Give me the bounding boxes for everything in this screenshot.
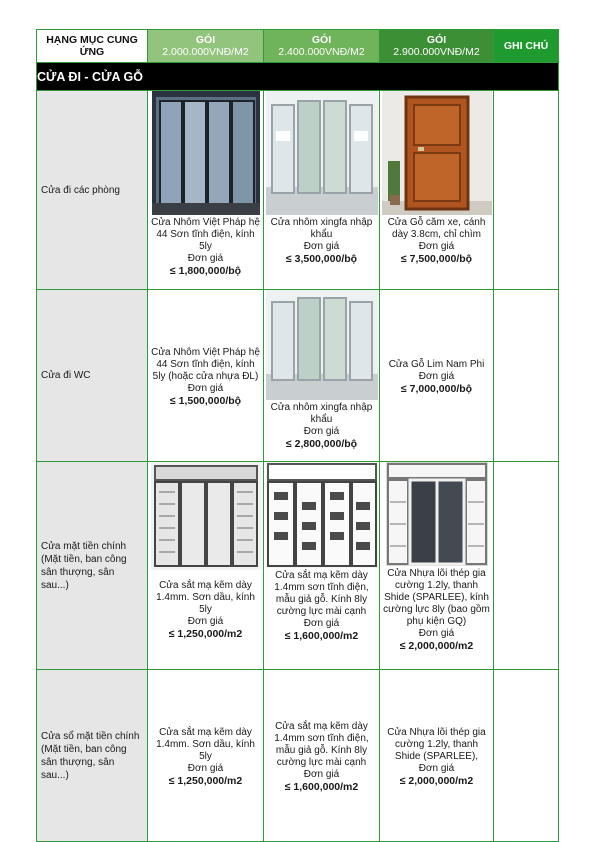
product-description: Cửa Nhựa lõi thép gia cường 1.2ly, thanh Shide (SPARLEE), kính cường lực 8ly (bao gồm phụ kiện GQ) — [383, 568, 490, 627]
product-description: Cửa Nhôm Việt Pháp hệ 44 Sơn tĩnh điện, kính 5ly — [151, 217, 260, 252]
table-row — [37, 290, 559, 462]
product-description: Cửa Gỗ Lim Nam Phi — [388, 358, 485, 370]
product-description: Cửa Nhôm Việt Pháp hệ 44 Sơn tĩnh điện, kính 5ly (hoặc cửa nhựa ĐL) — [151, 346, 260, 382]
package-3-price: 2.900.000VNĐ/M2 — [393, 46, 480, 58]
package-2-title: GÓI — [311, 34, 332, 46]
xingfa-door-image — [266, 290, 378, 400]
package-3-cell — [380, 91, 494, 290]
product-description: Cửa sắt mạ kẽm dày 1.4mm sơn tĩnh điện, mẫu giả gỗ. Kính 8ly cường lực mài cạnh — [274, 720, 369, 768]
package-2-price: 2.400.000VNĐ/M2 — [278, 46, 365, 58]
row-category: Cửa đi các phòng — [37, 91, 148, 290]
price-label: Đơn giá — [303, 768, 340, 780]
row-category: Cửa mặt tiền chính (Mặt tiền, ban công sân thượng, sân sau...) — [37, 462, 148, 670]
price-label: Đơn giá — [187, 762, 224, 774]
price-label: Đơn giá — [418, 762, 455, 774]
upvc-door-image — [386, 462, 488, 566]
note-cell — [494, 290, 559, 462]
note-cell — [494, 91, 559, 290]
package-3-cell — [380, 462, 494, 670]
price-value: ≤ 1,800,000/bộ — [169, 265, 242, 277]
note-cell — [494, 670, 559, 842]
price-value: ≤ 7,000,000/bộ — [400, 382, 473, 395]
package-1-cell — [148, 670, 264, 842]
price-label: Đơn giá — [303, 618, 340, 629]
price-value: ≤ 2,800,000/bộ — [285, 438, 358, 450]
price-value: ≤ 3,500,000/bộ — [285, 253, 358, 265]
table-row — [37, 91, 559, 290]
pricing-table — [36, 29, 559, 842]
steel-door-image — [266, 462, 378, 568]
product-description: Cửa Nhựa lõi thép gia cường 1.2ly, thanh Shide (SPARLEE), — [387, 726, 486, 762]
package-1-cell — [148, 290, 264, 462]
header-package-2 — [264, 30, 380, 63]
header-row — [37, 30, 559, 63]
package-1-cell — [148, 462, 264, 670]
header-package-1 — [148, 30, 264, 63]
xingfa-door-image — [266, 91, 378, 215]
aluminium-folding-door-image — [152, 91, 260, 215]
price-value: ≤ 1,600,000/m2 — [284, 780, 359, 793]
steel-door-image — [151, 462, 261, 570]
package-2-cell — [264, 290, 380, 462]
package-1-price: 2.000.000VNĐ/M2 — [162, 46, 249, 58]
price-label: Đơn giá — [418, 241, 455, 252]
note-cell — [494, 462, 559, 670]
price-value: ≤ 1,600,000/m2 — [284, 630, 359, 642]
row-category: Cửa sổ mặt tiền chính (Mặt tiền, ban công sân thượng, sân sau...) — [37, 670, 148, 842]
product-description: Cửa Gỗ căm xe, cánh dày 3.8cm, chỉ chìm — [387, 217, 486, 240]
package-2-cell — [264, 91, 380, 290]
package-3-cell — [380, 290, 494, 462]
price-label: Đơn giá — [303, 426, 340, 437]
price-value: ≤ 1,250,000/m2 — [168, 774, 243, 787]
package-1-title: GÓI — [195, 34, 216, 46]
header-package-3 — [380, 30, 494, 63]
price-label: Đơn giá — [187, 382, 224, 394]
package-3-title: GÓI — [426, 34, 447, 46]
price-value: ≤ 2,000,000/m2 — [399, 774, 474, 787]
price-value: ≤ 7,500,000/bộ — [400, 253, 473, 265]
product-description: Cửa sắt mạ kẽm dày 1.4mm. Sơn dầu, kính 5ly — [156, 580, 255, 615]
price-label: Đơn giá — [418, 628, 455, 639]
price-label: Đơn giá — [303, 241, 340, 252]
package-3-cell — [380, 670, 494, 842]
price-value: ≤ 1,500,000/bộ — [169, 394, 242, 407]
price-value: ≤ 1,250,000/m2 — [168, 628, 243, 640]
row-category: Cửa đi WC — [37, 290, 148, 462]
table-row — [37, 462, 559, 670]
product-description: Cửa sắt mạ kẽm dày 1.4mm sơn tĩnh điện, mẫu giả gỗ. Kính 8ly cường lực mài cạnh — [274, 570, 369, 617]
product-description: Cửa sắt mạ kẽm dày 1.4mm. Sơn dầu, kính 5ly — [156, 726, 255, 762]
price-label: Đơn giá — [187, 616, 224, 627]
price-label: Đơn giá — [187, 253, 224, 264]
price-label: Đơn giá — [418, 370, 455, 382]
header-category: HẠNG MỤC CUNG ỨNG — [37, 30, 148, 63]
section-title: CỬA ĐI - CỬA GỖ — [37, 63, 559, 91]
section-row — [37, 63, 559, 91]
table-row — [37, 670, 559, 842]
package-1-cell — [148, 91, 264, 290]
package-2-cell — [264, 670, 380, 842]
header-note: GHI CHÚ — [494, 30, 559, 63]
package-2-cell — [264, 462, 380, 670]
product-description: Cửa nhôm xingfa nhập khẩu — [270, 217, 373, 240]
wood-door-image — [382, 91, 492, 215]
product-description: Cửa nhôm xingfa nhập khẩu — [270, 402, 373, 425]
price-value: ≤ 2,000,000/m2 — [399, 640, 474, 652]
